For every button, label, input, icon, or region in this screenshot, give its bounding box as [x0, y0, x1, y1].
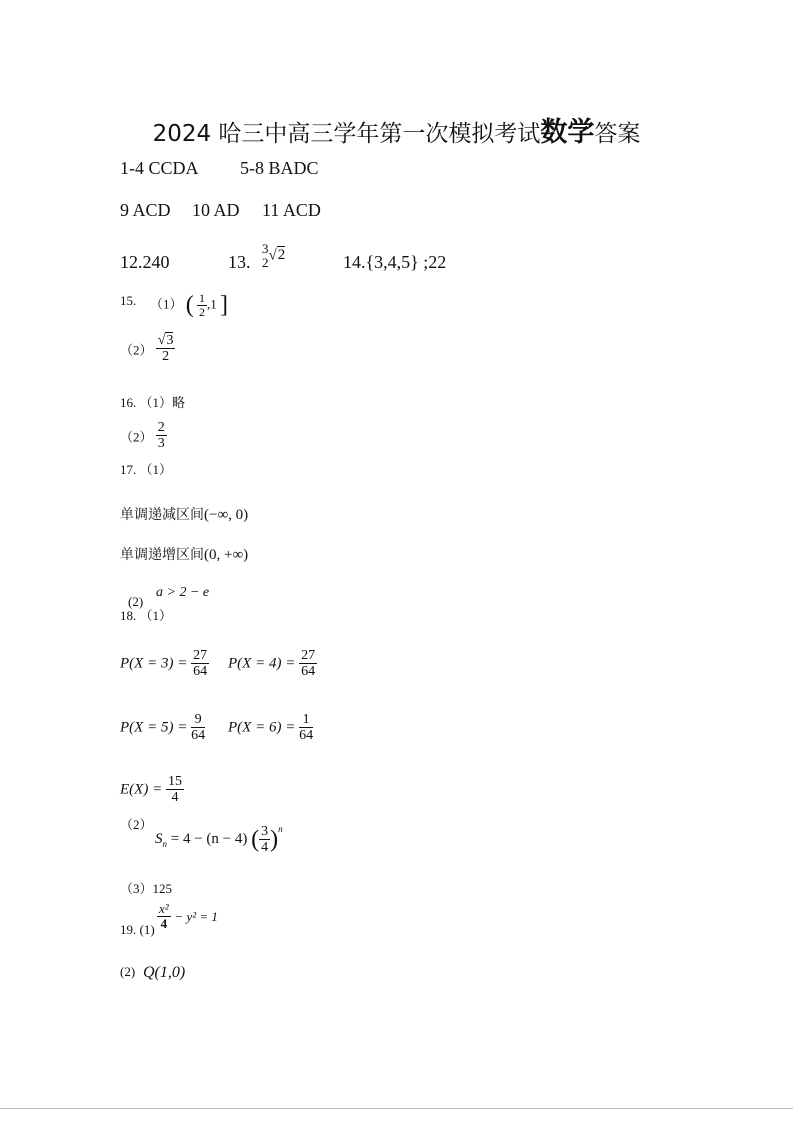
q18-sn-exponent: n — [278, 824, 283, 834]
q17-decreasing — [120, 504, 248, 524]
q18-px4-den: 64 — [301, 664, 316, 680]
answer-12: 12.240 — [120, 252, 170, 272]
q16-denominator: 3 — [157, 436, 165, 452]
q18-expectation-num: 15 — [167, 774, 182, 789]
page-bottom-divider — [0, 1108, 793, 1109]
q16-part1: 16. （1）略 — [120, 395, 186, 410]
q18-px6 — [228, 712, 313, 744]
q18-sn-num: 3 — [261, 824, 269, 839]
answer-9: 9 ACD — [120, 200, 171, 220]
q15-part2: （2） $\frac{√3}{2}$ — [120, 333, 174, 365]
q17-increasing-interval: (0, +∞) — [204, 547, 249, 563]
q15-part2-denominator: 2 — [162, 349, 170, 365]
answer-10: 10 AD — [192, 200, 240, 220]
q15-numerator: 1 — [199, 291, 206, 305]
q19-part1-label: 19. (1) — [120, 922, 155, 937]
q17-increasing — [120, 544, 248, 564]
q15-right-bracket: ] — [220, 292, 229, 319]
q18-sn-subscript: n — [162, 838, 167, 849]
answer-13-numerator: 3 — [262, 241, 269, 256]
q15-left-bracket: ( — [185, 292, 194, 319]
answer-11: 11 ACD — [262, 200, 321, 220]
q19-hyperbola-den: 4 — [160, 916, 168, 932]
q18-px3-den: 64 — [193, 664, 208, 680]
q18-px5-num: 9 — [191, 712, 205, 728]
answer-14: 14.{3,4,5} ;22 — [343, 252, 447, 272]
q16-part2-label: （2） — [120, 429, 153, 445]
title-suffix: 答案 — [594, 121, 641, 147]
q18-px3-lhs: P(X = 3) = — [120, 655, 188, 672]
q18-px5 — [120, 712, 205, 744]
q15-part1 — [150, 292, 228, 319]
q18-px4-lhs: P(X = 4) = — [228, 655, 296, 672]
q18-sn-den: 4 — [261, 840, 269, 856]
page-title — [0, 110, 793, 149]
q18-expectation-den: 4 — [171, 790, 179, 806]
q18-px5-den: 64 — [191, 728, 206, 744]
answer-1-4: 1-4 CCDA — [120, 158, 199, 178]
q15-part1-label: （1） — [150, 296, 183, 312]
q15-denominator: 2 — [199, 305, 206, 320]
q19-part2-expr: Q(1,0) — [143, 964, 186, 981]
q18-expectation — [120, 774, 184, 806]
answer-13-denominator: 2 — [262, 255, 269, 271]
q18-px5-lhs: P(X = 5) = — [120, 719, 188, 736]
q17-decreasing-interval: (−∞, 0) — [204, 507, 249, 523]
q18-px6-lhs: P(X = 6) = — [228, 719, 296, 736]
q19-hyperbola-num: x² — [159, 901, 169, 916]
q15-label: 15. — [120, 293, 137, 308]
q18-expectation-lhs: E(X) = — [120, 781, 163, 798]
q18-sn: $S_n = 4 - (n - 4)$ ( $\frac{3}{4}$ )$^n$ — [155, 824, 283, 856]
q17-increasing-label: 单调递增区间 — [120, 548, 204, 563]
title-subject: 数学 — [540, 117, 595, 148]
q18-part1: 18. （1） — [120, 608, 173, 623]
q16-numerator: 2 — [157, 420, 165, 435]
answer-13-root: 2 — [277, 247, 286, 264]
answer-13-value: 3 2 √2 — [262, 241, 286, 271]
q17-part2-label: (2) — [128, 594, 144, 609]
q18-px4-num: 27 — [301, 648, 316, 663]
q18-sn-lhs: S — [155, 830, 163, 847]
q19-hyperbola-tail: − y² = 1 — [174, 908, 218, 924]
q18-part3: （3）125 — [120, 881, 173, 896]
q16-part2 — [120, 420, 167, 452]
q18-part2: （2） — [120, 817, 153, 832]
q19-hyperbola — [157, 902, 218, 932]
q15-root: 3 — [166, 333, 174, 348]
q17-part1: 17. （1） — [120, 462, 173, 477]
answer-13-label: 13. — [228, 252, 251, 272]
q19-part2-label: (2) — [120, 964, 136, 979]
q18-px4 — [228, 648, 317, 680]
q15-tail: ,1 — [207, 296, 217, 312]
q18-px6-den: 64 — [299, 728, 314, 744]
q17-part2-expr: a > 2 − e — [156, 585, 210, 600]
answer-5-8: 5-8 BADC — [240, 158, 319, 178]
q18-px3-num: 27 — [193, 648, 208, 663]
q17-decreasing-label: 单调递减区间 — [120, 508, 204, 523]
q18-sn-middle: = 4 − (n − 4) — [167, 830, 248, 847]
title-main: 2024 哈三中高三学年第一次模拟考试 — [152, 121, 541, 147]
q18-px3 — [120, 648, 209, 680]
q18-px6-num: 1 — [299, 712, 313, 728]
q15-part2-label: （2） — [120, 342, 153, 358]
